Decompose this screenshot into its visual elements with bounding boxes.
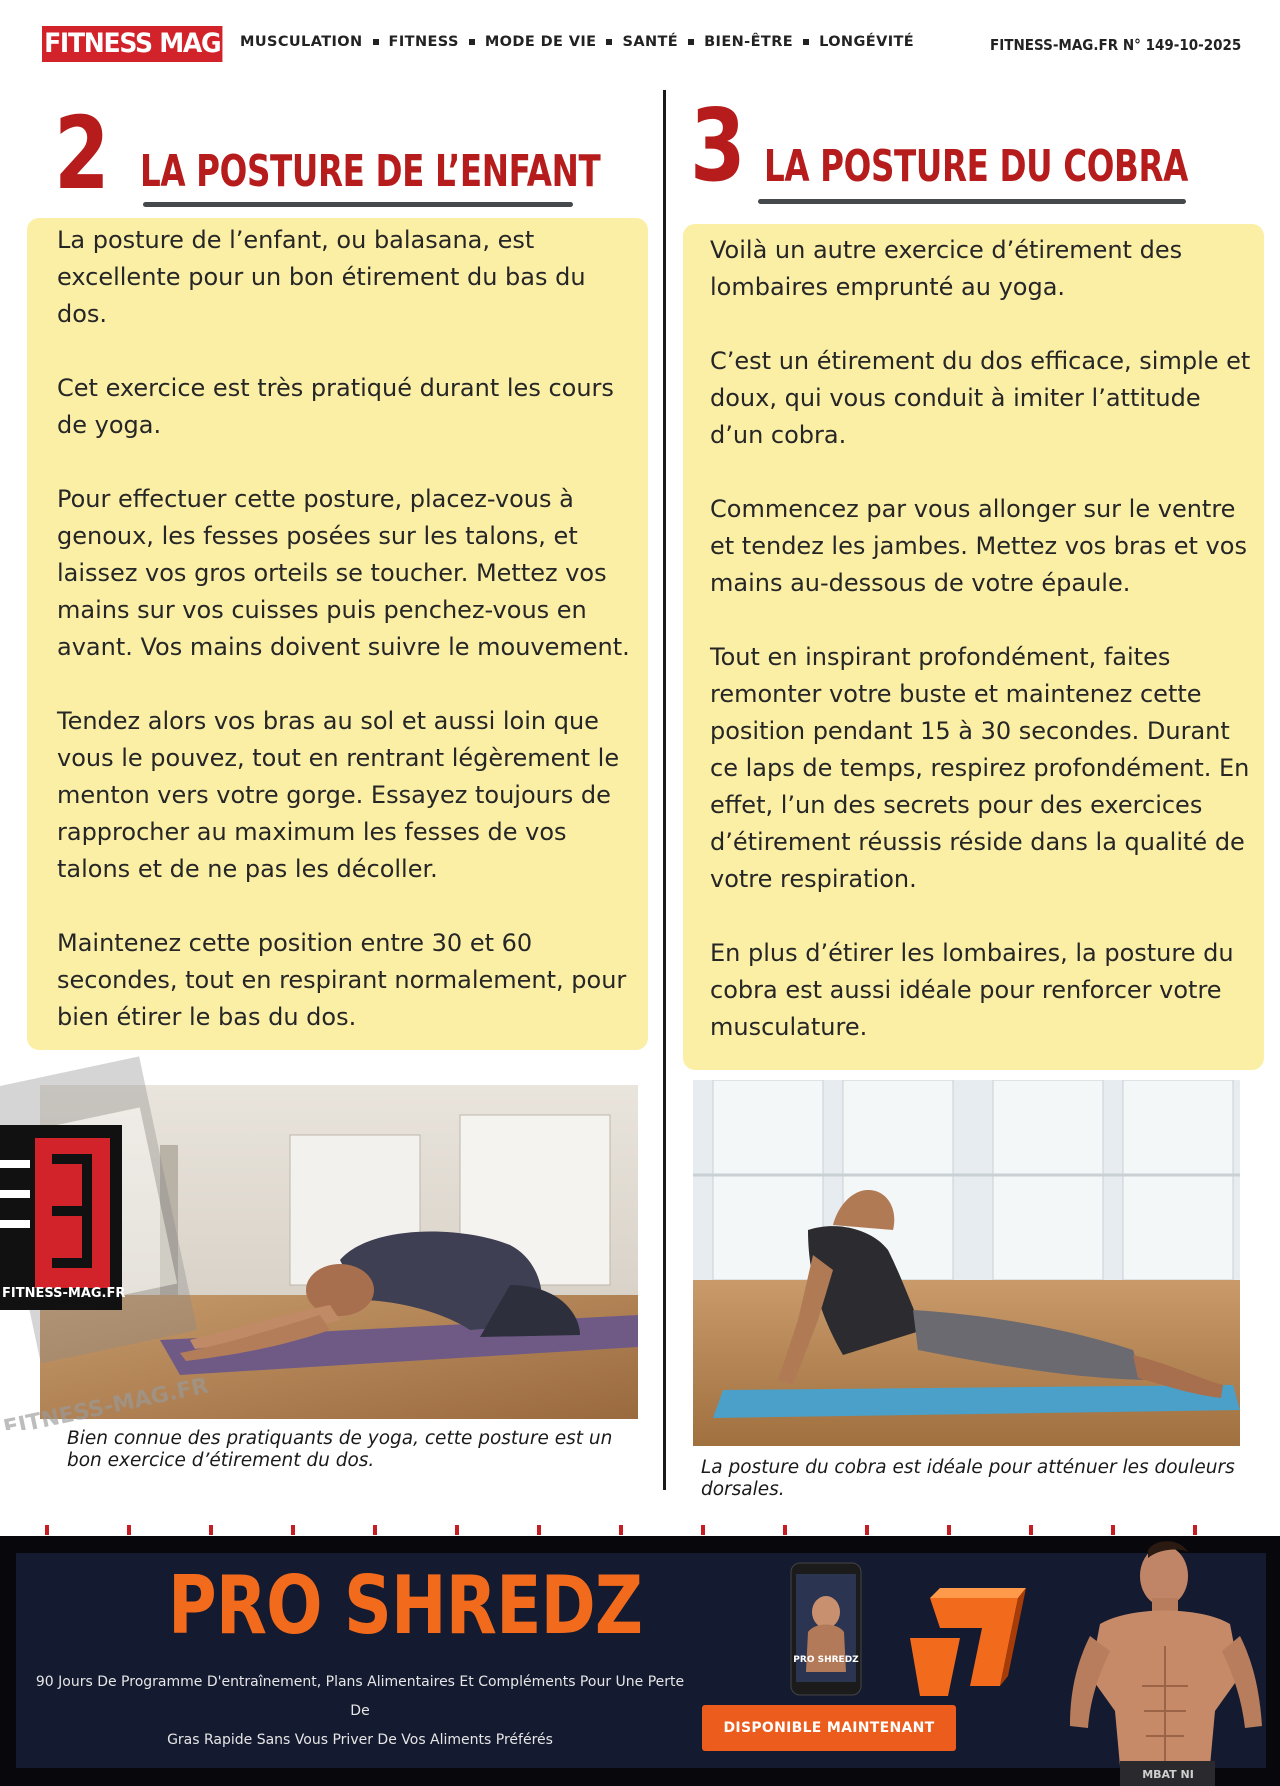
- nav-separator: [373, 39, 379, 45]
- ad-tagline: [30, 1668, 690, 1755]
- nav-item-sante[interactable]: SANTÉ: [622, 34, 679, 50]
- dotted-separator: [0, 1523, 1280, 1537]
- ad-model-image: [1040, 1536, 1280, 1786]
- ad-brand: PRO SHREDZ: [168, 1559, 643, 1652]
- section-number: 3: [690, 87, 746, 204]
- column-divider: [663, 90, 666, 1490]
- paragraph: Maintenez cette position entre 30 et 60 secondes, tout en respirant normalement, pour bien étirer le bas du dos.: [57, 929, 627, 1031]
- nav-item-bien-etre[interactable]: BIEN-ÊTRE: [704, 34, 794, 50]
- section-title: LA POSTURE DU COBRA: [764, 141, 1189, 192]
- nav-item-mode-de-vie[interactable]: MODE DE VIE: [484, 34, 597, 50]
- section-title: LA POSTURE DE L’ENFANT: [140, 146, 601, 197]
- paragraph: En plus d’étirer les lombaires, la posture du cobra est aussi idéale pour renforcer votre musculature.: [710, 939, 1234, 1041]
- paragraph: Tout en inspirant profondément, faites remonter votre buste et maintenez cette position pendant 15 à 30 secondes. Durant ce laps de temps, respirez profondément. En effet, l’un des secrets pour des exercices d’étirement réussis réside dans la qualité de votre respiration.: [710, 643, 1250, 893]
- photo-caption: La posture du cobra est idéale pour atténuer les douleurs dorsales.: [701, 1457, 1235, 1500]
- paragraph: C’est un étirement du dos efficace, simple et doux, qui vous conduit à imiter l’attitude d’un cobra.: [710, 347, 1251, 449]
- photo-caption: Bien connue des pratiquants de yoga, cette posture est un bon exercice d’étirement du dos.: [67, 1428, 613, 1471]
- nav-separator: [688, 39, 694, 45]
- nav-separator: [606, 39, 612, 45]
- text-panel-cobra: [683, 224, 1264, 1070]
- ad-banner[interactable]: [0, 1536, 1280, 1786]
- nav-item-musculation[interactable]: MUSCULATION: [240, 34, 363, 50]
- text-panel-enfant: [27, 218, 648, 1050]
- ad-tagline-line: 90 Jours De Programme D'entraînement, Plans Alimentaires Et Compléments Pour Une Perte De: [35, 1674, 685, 1719]
- phone-mockup: [790, 1562, 862, 1696]
- paragraph: La posture de l’enfant, ou balasana, est excellente pour un bon étirement du bas du dos.: [57, 226, 586, 328]
- site-logo[interactable]: FITNESS MAG: [42, 26, 222, 62]
- title-underline: [143, 202, 573, 207]
- watermark-logo: [0, 1050, 210, 1430]
- title-underline: [758, 199, 1186, 204]
- top-nav: [240, 34, 914, 50]
- section-number: 2: [54, 95, 110, 212]
- phone-screen-label: PRO SHREDZ: [793, 1655, 859, 1665]
- paragraph: Pour effectuer cette posture, placez-vous à genoux, les fesses posées sur les talons, et laissez vos gros orteils se toucher. Mettez vos mains sur vos cuisses puis penchez-vous en avant. Vos mains doivent suivre le mouvement.: [57, 485, 630, 661]
- nav-separator: [469, 39, 475, 45]
- shorts-text: MBAT NI: [1142, 1768, 1194, 1781]
- paragraph: Voilà un autre exercice d’étirement des lombaires emprunté au yoga.: [710, 236, 1183, 301]
- nav-item-longevite[interactable]: LONGÉVITÉ: [819, 34, 915, 50]
- ad-cta-button[interactable]: DISPONIBLE MAINTENANT: [702, 1705, 956, 1751]
- nav-item-fitness[interactable]: FITNESS: [388, 34, 459, 50]
- issue-number: FITNESS-MAG.FR N° 149-10-2025: [990, 36, 1242, 54]
- brand-emblem-icon: [900, 1578, 1028, 1706]
- paragraph: Commencez par vous allonger sur le ventre et tendez les jambes. Mettez vos bras et vos mains au-dessous de votre épaule.: [710, 495, 1247, 597]
- ad-tagline-line: Gras Rapide Sans Vous Priver De Vos Aliments Préférés: [167, 1732, 553, 1748]
- watermark-text: FITNESS-MAG.FR: [2, 1286, 126, 1301]
- nav-separator: [803, 39, 809, 45]
- photo-cobra-pose: [693, 1080, 1240, 1446]
- watermark-text: FITNESS-MAG.FR: [1, 1373, 210, 1430]
- paragraph: Tendez alors vos bras au sol et aussi loin que vous le pouvez, tout en rentrant légèrement le menton vers votre gorge. Essayez toujours de rapprocher au maximum les fesses de vos talons et de ne pas les décoller.: [57, 707, 620, 883]
- paragraph: Cet exercice est très pratiqué durant les cours de yoga.: [57, 374, 614, 439]
